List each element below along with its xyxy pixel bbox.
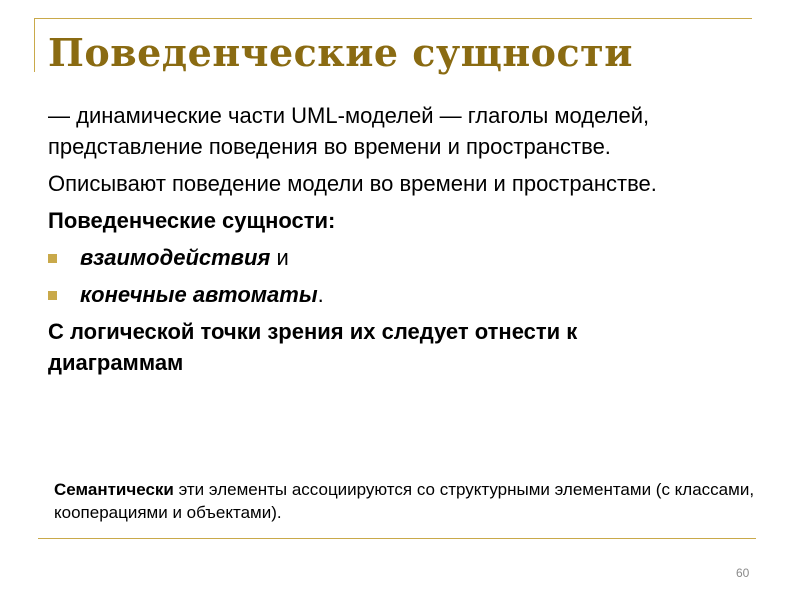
list-item-tail: . xyxy=(317,282,324,307)
list-item-tail: и xyxy=(270,245,289,270)
slide-title: Поведенческие сущности xyxy=(48,30,633,75)
note-emphasis: Семантически xyxy=(54,480,174,499)
list-item-term: конечные автоматы xyxy=(80,282,318,307)
note-text: эти элементы ассоциируются со структурными элементами (с классами, кооперациями и объектами). xyxy=(54,480,755,522)
slide-body xyxy=(48,100,698,384)
square-bullet-icon xyxy=(48,291,57,300)
description-paragraph: Описывают поведение модели во времени и пространстве. xyxy=(48,171,657,196)
list-heading: Поведенческие сущности: xyxy=(48,208,336,233)
semantic-note xyxy=(54,478,774,524)
list-item-state-machines xyxy=(48,279,698,310)
top-rule xyxy=(34,18,752,19)
left-rule xyxy=(34,18,35,72)
list-item-interactions xyxy=(48,242,698,273)
conclusion-paragraph: С логической точки зрения их следует отнести к диаграммам xyxy=(48,319,578,375)
square-bullet-icon xyxy=(48,254,57,263)
bottom-rule xyxy=(38,538,756,539)
definition-paragraph: — динамические части UML-моделей — глаголы моделей, представление поведения во времени и пространстве. xyxy=(48,103,650,159)
list-item-term: взаимодействия xyxy=(80,245,271,270)
page-number: 60 xyxy=(736,566,750,580)
